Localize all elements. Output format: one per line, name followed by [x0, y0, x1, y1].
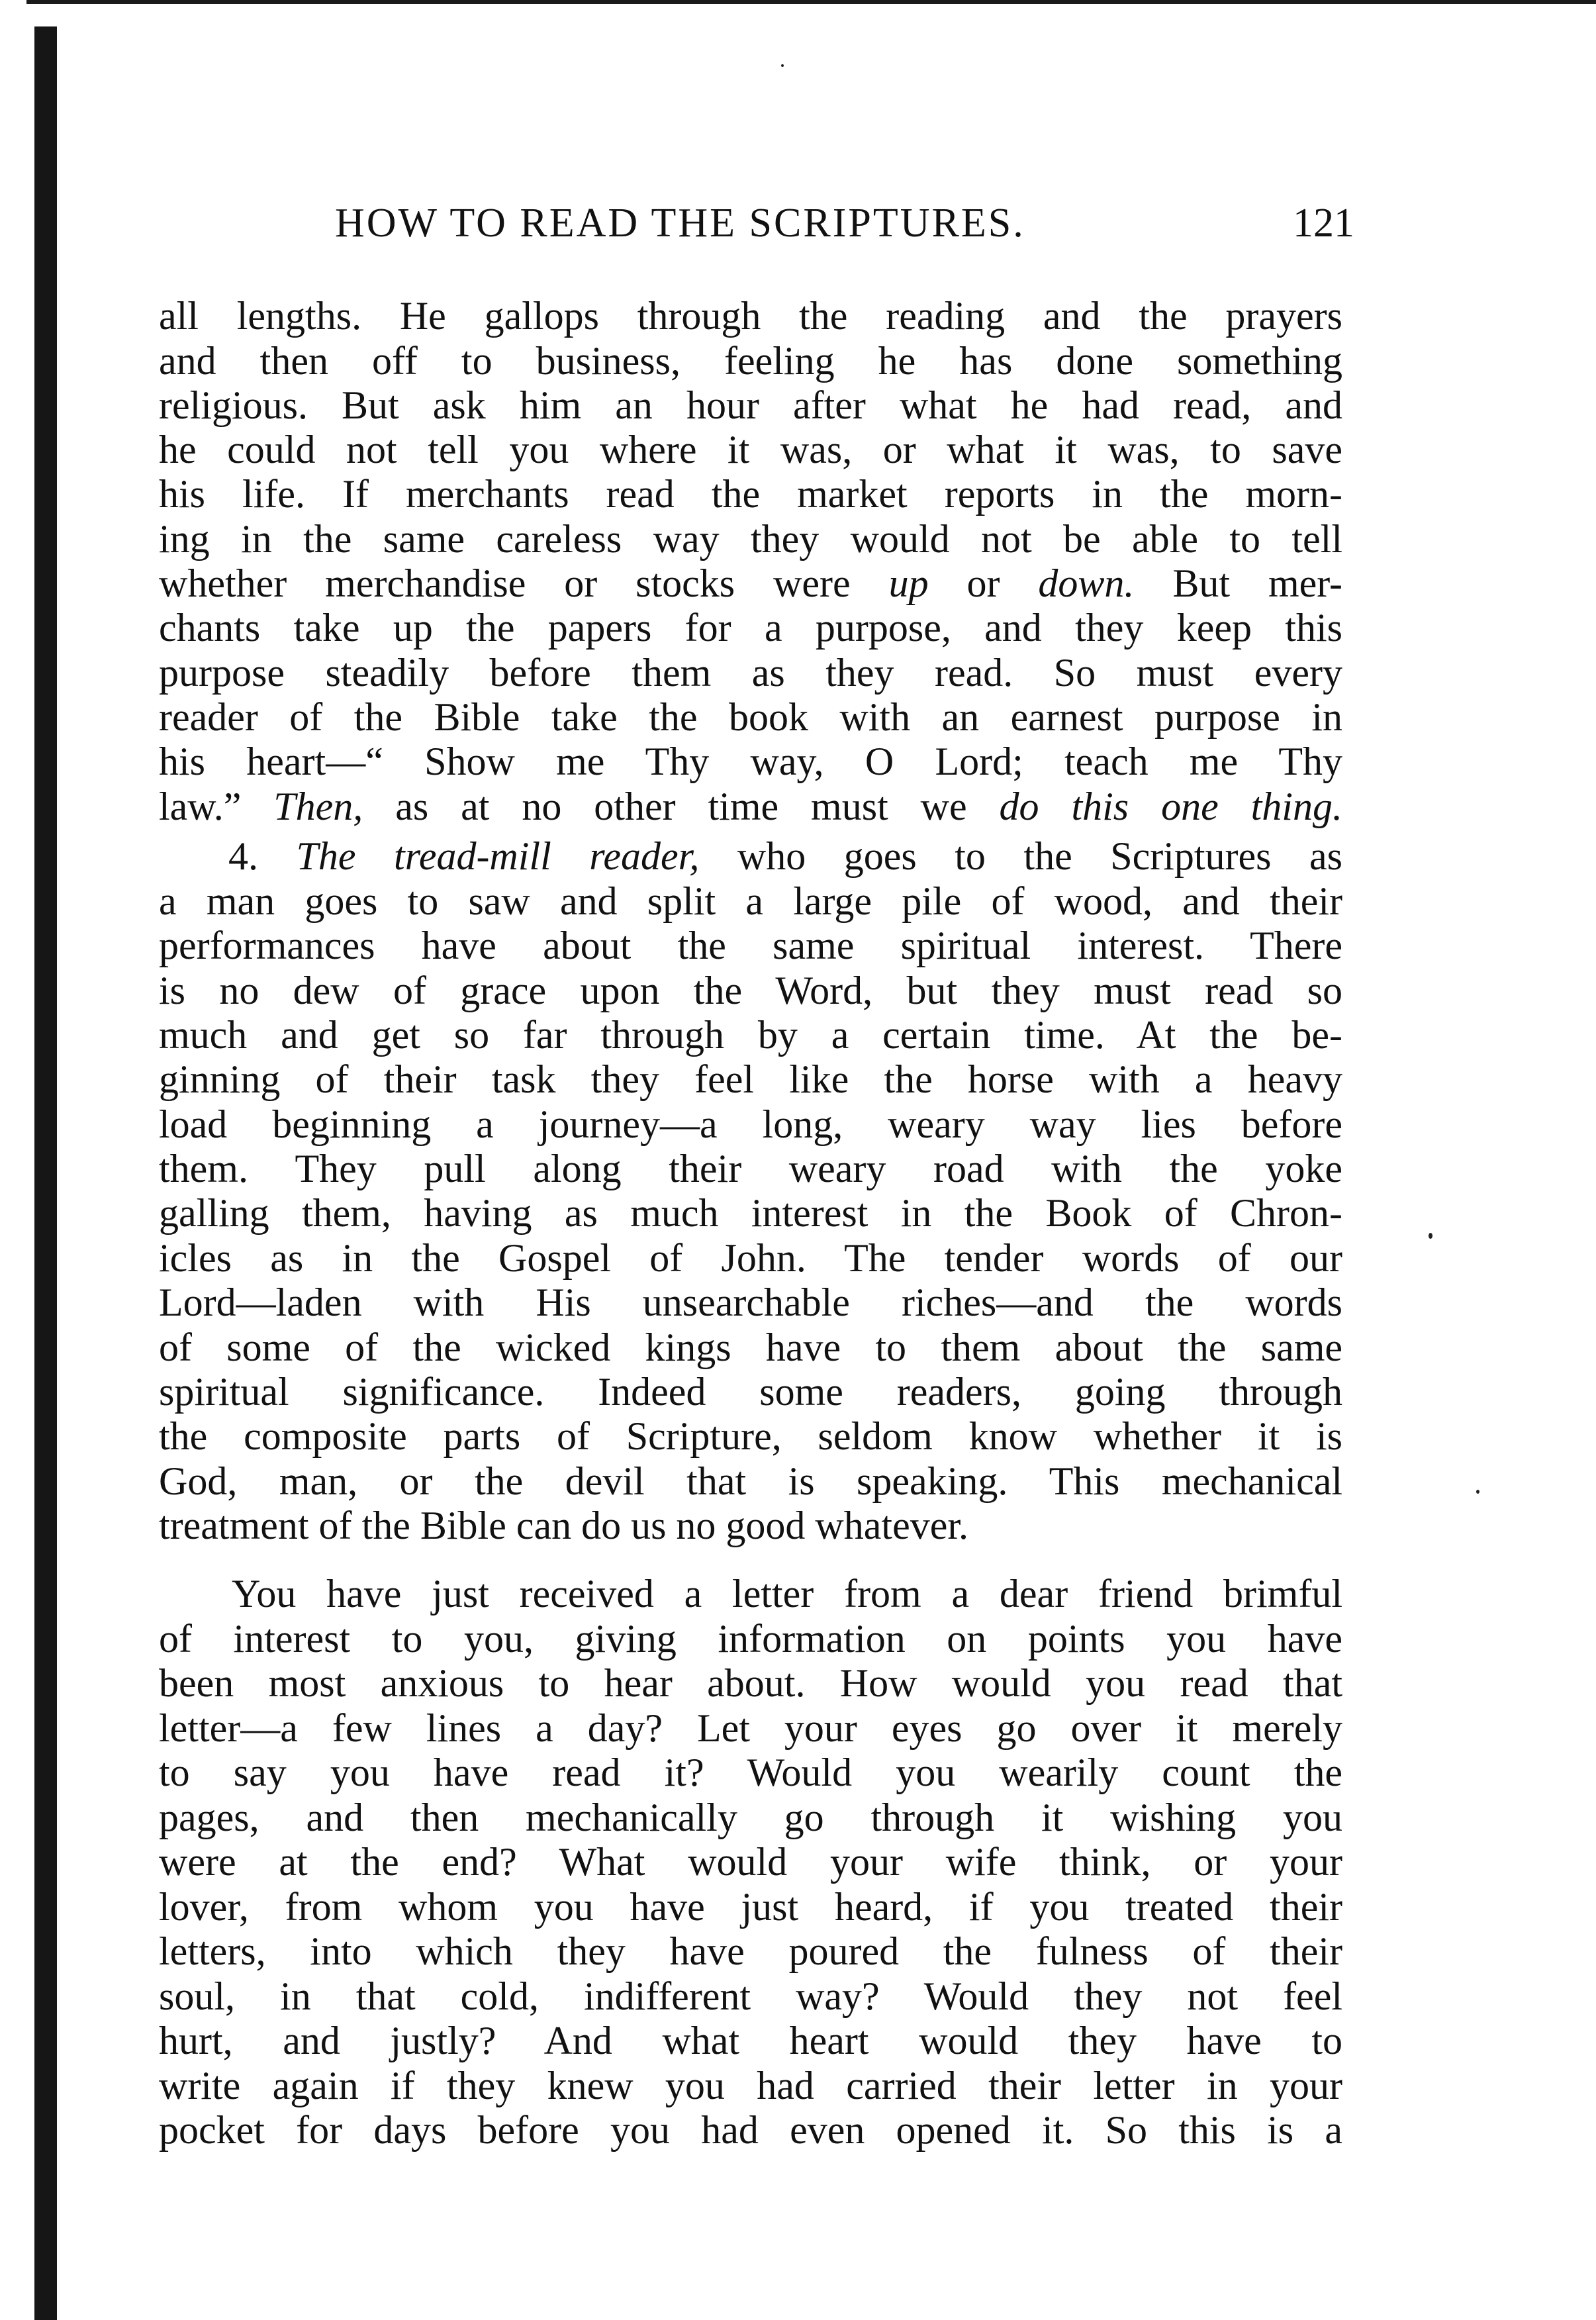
text-line: galling them, having as much interest in the Book of Chron-: [159, 1191, 1342, 1235]
text-line: icles as in the Gospel of John. The tender words of our: [159, 1236, 1342, 1280]
text-line: You have just received a letter from a dear friend brimful: [232, 1572, 1342, 1616]
text-line: much and get so far through by a certain time. At the be-: [159, 1013, 1342, 1057]
text-line: his heart—“ Show me Thy way, O Lord; teach me Thy: [159, 740, 1342, 783]
text-line: Lord—laden with His unsearchable riches—and the words: [159, 1281, 1342, 1324]
text-line: been most anxious to hear about. How would you read that: [159, 1661, 1342, 1705]
text-line: hurt, and justly? And what heart would they have to: [159, 2019, 1342, 2062]
text-run: law.”: [159, 785, 274, 828]
text-line: is no dew of grace upon the Word, but they must read so: [159, 969, 1342, 1012]
text-line: of interest to you, giving information on points you have: [159, 1617, 1342, 1661]
page-header: [335, 193, 1354, 253]
text-line: reader of the Bible take the book with an earnest purpose in: [159, 695, 1342, 739]
text-line: [159, 561, 1342, 606]
top-border-rule: [26, 0, 1596, 4]
text-line: to say you have read it? Would you wearily count the: [159, 1751, 1342, 1794]
text-line: and then off to business, feeling he has done something: [159, 339, 1342, 383]
ink-speck: [1476, 1490, 1479, 1494]
italic-word: Then,: [273, 785, 363, 828]
text-line: them. They pull along their weary road with the yoke: [159, 1147, 1342, 1190]
italic-phrase: do this one thing.: [999, 785, 1342, 828]
text-run: as at no other time must we: [363, 785, 1000, 828]
text-line: God, man, or the devil that is speaking. This mechanical: [159, 1459, 1342, 1503]
text-run: But mer-: [1134, 561, 1343, 605]
text-line: load beginning a journey—a long, weary way lies before: [159, 1102, 1342, 1146]
text-run: who goes to the Scriptures as: [699, 834, 1343, 878]
text-line: [159, 784, 1342, 829]
text-line: all lengths. He gallops through the reading and the prayers: [159, 294, 1342, 338]
page-number: 121: [1293, 201, 1354, 246]
text-line: the composite parts of Scripture, seldom know whether it is: [159, 1414, 1342, 1458]
left-binding-edge: [34, 26, 57, 2320]
text-line: letter—a few lines a day? Let your eyes go over it merely: [159, 1706, 1342, 1750]
text-line: performances have about the same spiritual interest. There: [159, 924, 1342, 967]
text-run: 4.: [228, 834, 297, 878]
ink-speck: [1429, 1233, 1432, 1239]
text-line: he could not tell you where it was, or what it was, to save: [159, 428, 1342, 471]
text-line: purpose steadily before them as they read. So must every: [159, 651, 1342, 695]
text-line: his life. If merchants read the market reports in the morn-: [159, 472, 1342, 516]
text-line: of some of the wicked kings have to them about the same: [159, 1326, 1342, 1369]
italic-heading: The tread-mill reader,: [296, 834, 700, 878]
text-line: pages, and then mechanically go through it wishing you: [159, 1796, 1342, 1839]
italic-word: down.: [1038, 561, 1135, 605]
text-line: a man goes to saw and split a large pile of wood, and their: [159, 879, 1342, 923]
running-head: HOW TO READ THE SCRIPTURES.: [335, 201, 1025, 246]
text-run: or: [928, 561, 1039, 605]
text-line: religious. But ask him an hour after what he had read, and: [159, 383, 1342, 427]
ink-speck: [781, 64, 784, 67]
text-line: soul, in that cold, indifferent way? Would they not feel: [159, 1974, 1342, 2018]
text-line: treatment of the Bible can do us no good whatever.: [159, 1504, 968, 1547]
italic-word: up: [888, 561, 929, 605]
text-run: whether merchandise or stocks were: [159, 561, 889, 605]
text-line: were at the end? What would your wife think, or your: [159, 1840, 1342, 1884]
text-line: [159, 834, 1342, 879]
text-line: ginning of their task they feel like the horse with a heavy: [159, 1057, 1342, 1101]
text-line: chants take up the papers for a purpose, and they keep this: [159, 606, 1342, 650]
text-line: spiritual significance. Indeed some readers, going through: [159, 1370, 1342, 1414]
text-line: ing in the same careless way they would not be able to tell: [159, 517, 1342, 561]
text-line: pocket for days before you had even opened it. So this is a: [159, 2108, 1342, 2152]
text-line: write again if they knew you had carried their letter in your: [159, 2064, 1342, 2107]
text-line: lover, from whom you have just heard, if you treated their: [159, 1885, 1342, 1929]
text-line: letters, into which they have poured the fulness of their: [159, 1929, 1342, 1973]
